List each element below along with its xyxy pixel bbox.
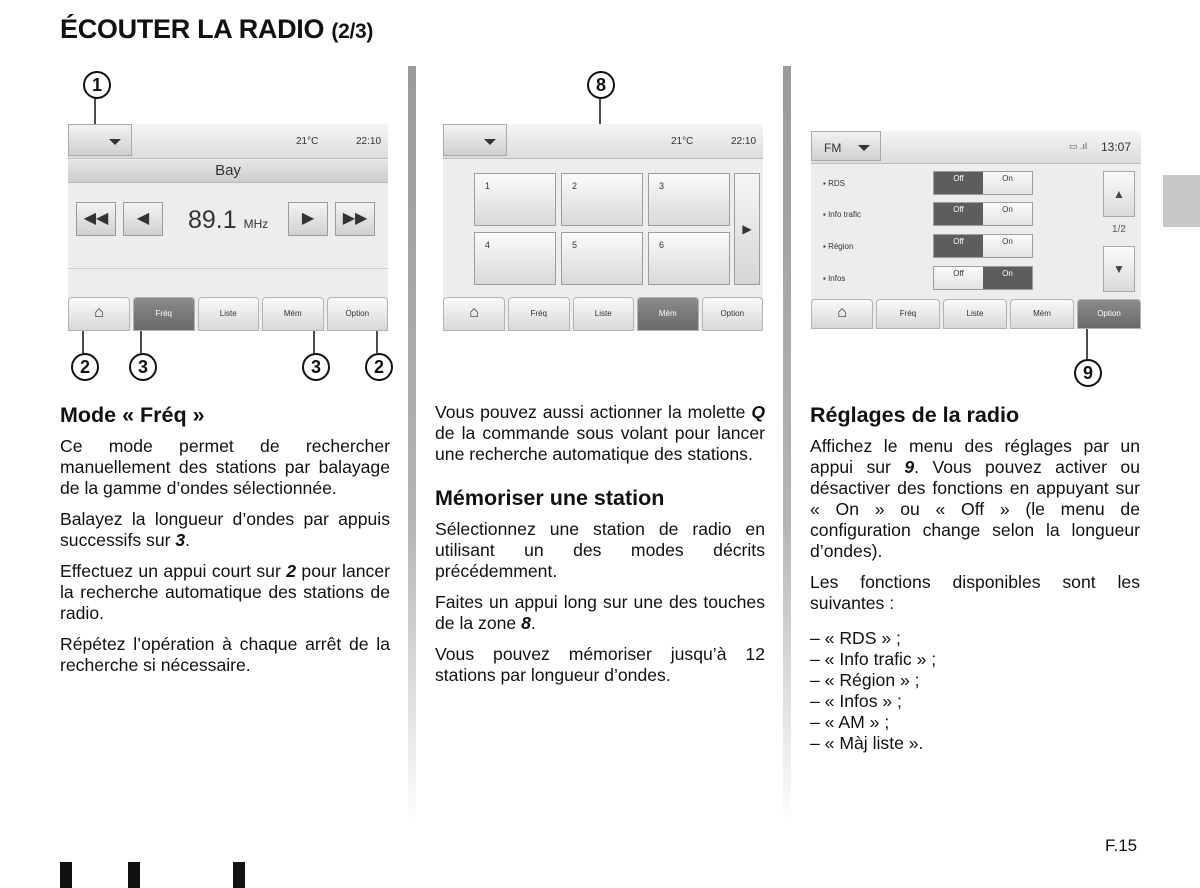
tab-option[interactable]: Option [702, 297, 764, 331]
right-arrow-icon: ▶ [301, 210, 315, 227]
preset-button[interactable]: 2 [561, 173, 643, 226]
callout-3: 3 [302, 353, 330, 381]
clock: 13:07 [1101, 140, 1132, 154]
callout-3: 3 [129, 353, 157, 381]
option-label: Infos [828, 274, 846, 283]
right-arrow-icon: ▶ [742, 222, 752, 236]
column-divider [408, 66, 416, 826]
home-icon: ⌂ [469, 304, 479, 321]
section-heading: Mémoriser une station [435, 486, 665, 510]
paragraph: Sélectionnez une station de radio en utilisant un des modes décrits précédemment. [435, 519, 765, 581]
column-freq-mode [60, 402, 390, 686]
list-item: – « RDS » ; [810, 628, 901, 648]
paragraph: Vous pouvez mémoriser jusqu’à 12 stations par longueur d’ondes. [435, 644, 765, 685]
callout-2: 2 [71, 353, 99, 381]
home-button[interactable] [811, 299, 873, 329]
option-label: Région [828, 242, 854, 251]
step-forward-button[interactable] [288, 202, 328, 236]
list-item: – « Màj liste ». [810, 733, 924, 753]
toggle-off[interactable]: Off [934, 203, 983, 225]
section-heading: Mode « Fréq » [60, 403, 205, 427]
paragraph [435, 402, 765, 465]
callout-8: 8 [587, 71, 615, 99]
ref-letter: Q [751, 402, 765, 422]
column-memorise [435, 402, 765, 696]
frequency-unit: MHz [243, 217, 269, 231]
column-radio-settings [810, 402, 1140, 754]
double-left-arrow-icon: ◀◀ [83, 210, 109, 227]
toggle-on[interactable]: On [983, 235, 1032, 257]
paragraph [435, 592, 765, 634]
status-bar [811, 131, 1141, 164]
source-selector[interactable] [811, 131, 881, 161]
seek-forward-button[interactable] [335, 202, 375, 236]
toggle-on[interactable]: On [983, 172, 1032, 194]
callout-2: 2 [365, 353, 393, 381]
tab-freq[interactable]: Fréq [508, 297, 570, 331]
source-selector[interactable] [443, 124, 507, 156]
title-main: ÉCOUTER LA RADIO [60, 14, 325, 44]
option-label-region: ▪ Région [823, 242, 854, 251]
text: Effectuez un appui court sur [60, 561, 287, 581]
home-button[interactable] [68, 297, 130, 331]
tab-mem[interactable]: Mém [262, 297, 324, 331]
text: . Vous pouvez activer ou désactiver des fonctions en appuyant sur « On » ou « Off » (le menu de configuration change selon la longueur d’ondes). [810, 457, 1140, 561]
paragraph [60, 509, 390, 551]
radio-screen-settings [811, 131, 1141, 329]
infos-toggle[interactable] [933, 266, 1033, 290]
tab-freq[interactable]: Fréq [133, 297, 195, 331]
list-item: – « Info trafic » ; [810, 649, 937, 669]
text: Balayez la longueur d’ondes par appuis successifs sur [60, 509, 390, 550]
divider-line [68, 268, 388, 269]
double-right-arrow-icon: ▶▶ [342, 210, 368, 227]
list-item: – « Région » ; [810, 670, 920, 690]
frequency-display [188, 206, 268, 235]
ref-number: 2 [286, 561, 297, 581]
text: de la commande sous volant pour lancer une recherche automatique des stations. [435, 423, 765, 464]
tab-list[interactable]: Liste [943, 299, 1007, 329]
paragraph: Les fonctions disponibles sont les suivantes : [810, 572, 1140, 613]
scroll-up-button[interactable] [1103, 171, 1135, 217]
home-button[interactable] [443, 297, 505, 331]
rds-toggle[interactable] [933, 171, 1033, 195]
paragraph: Ce mode permet de rechercher manuellement des stations par balayage de la gamme d’ondes sélectionnée. [60, 436, 390, 498]
page-title [60, 14, 373, 45]
text: Faites un appui long sur une des touches de la zone [435, 592, 765, 633]
toggle-on[interactable]: On [983, 267, 1032, 289]
binding-mark [60, 862, 72, 888]
paragraph [810, 436, 1140, 562]
step-back-button[interactable] [123, 202, 163, 236]
source-label: FM [824, 141, 842, 155]
tab-list[interactable]: Liste [198, 297, 260, 331]
section-tab-marker [1163, 175, 1200, 227]
tab-list[interactable]: Liste [573, 297, 635, 331]
option-label: Info trafic [828, 210, 861, 219]
option-label: RDS [828, 179, 845, 188]
radio-screen-freq [68, 124, 388, 331]
preset-button[interactable]: 5 [561, 232, 643, 285]
tab-bar [68, 297, 388, 331]
tab-bar [443, 297, 763, 331]
temperature: 21°C [296, 136, 319, 147]
up-arrow-icon: ▲ [1113, 187, 1125, 201]
frequency-value: 89.1 [188, 206, 237, 234]
list-item: – « AM » ; [810, 712, 890, 732]
preset-button[interactable]: 3 [648, 173, 730, 226]
option-label-info-trafic: ▪ Info trafic [823, 210, 861, 219]
toggle-on[interactable]: On [983, 203, 1032, 225]
tab-bar [811, 299, 1141, 329]
preset-button[interactable]: 6 [648, 232, 730, 285]
scroll-down-button[interactable] [1103, 246, 1135, 292]
text: . [530, 613, 536, 633]
clock: 22:10 [356, 136, 382, 147]
chevron-down-icon [109, 139, 121, 145]
toggle-off[interactable]: Off [934, 235, 983, 257]
down-arrow-icon: ▼ [1113, 262, 1125, 276]
paragraph: Répétez l’opération à chaque arrêt de la recherche si nécessaire. [60, 634, 390, 675]
text: Affichez le menu des réglages par un appui sur [810, 436, 1140, 477]
tab-option[interactable]: Option [1077, 299, 1141, 329]
tab-mem[interactable]: Mém [1010, 299, 1074, 329]
battery-signal-icon: ▭ .ıl [1069, 141, 1088, 151]
callout-9: 9 [1074, 359, 1102, 387]
toggle-off[interactable]: Off [934, 267, 983, 289]
station-name: Bay [68, 160, 388, 183]
ref-number: 9 [904, 457, 915, 477]
binding-mark [128, 862, 140, 888]
tab-freq[interactable]: Fréq [876, 299, 940, 329]
region-toggle[interactable] [933, 234, 1033, 258]
ref-number: 3 [175, 530, 186, 550]
clock: 22:10 [731, 136, 757, 147]
toggle-off[interactable]: Off [934, 172, 983, 194]
status-bar [68, 124, 388, 159]
page-number: F.15 [1105, 836, 1138, 855]
binding-mark [233, 862, 245, 888]
list-item: – « Infos » ; [810, 691, 902, 711]
text: pour lancer la recherche automatique des stations de radio. [60, 561, 390, 623]
next-page-button[interactable] [734, 173, 760, 285]
home-icon: ⌂ [94, 304, 104, 321]
chevron-down-icon [484, 139, 496, 145]
temperature: 21°C [671, 136, 694, 147]
preset-button[interactable]: 1 [474, 173, 556, 226]
status-bar [443, 124, 763, 159]
tab-mem[interactable]: Mém [637, 297, 699, 331]
source-selector[interactable] [68, 124, 132, 156]
column-divider [783, 66, 791, 826]
preset-button[interactable]: 4 [474, 232, 556, 285]
left-arrow-icon: ◀ [136, 210, 150, 227]
radio-screen-presets [443, 124, 763, 331]
callout-1: 1 [83, 71, 111, 99]
info-trafic-toggle[interactable] [933, 202, 1033, 226]
chevron-down-icon [858, 145, 870, 151]
home-icon: ⌂ [837, 304, 847, 321]
option-label-rds: ▪ RDS [823, 179, 845, 188]
tab-option[interactable]: Option [327, 297, 389, 331]
seek-back-button[interactable] [76, 202, 116, 236]
text: . [185, 530, 191, 550]
page-indicator: 1/2 [1112, 224, 1126, 235]
section-heading: Réglages de la radio [810, 403, 1020, 427]
option-label-infos: ▪ Infos [823, 274, 846, 283]
text: Vous pouvez aussi actionner la molette [435, 402, 752, 422]
paragraph [60, 561, 390, 624]
title-part: (2/3) [331, 20, 374, 43]
function-list [810, 628, 1140, 754]
ref-number: 8 [521, 613, 531, 633]
